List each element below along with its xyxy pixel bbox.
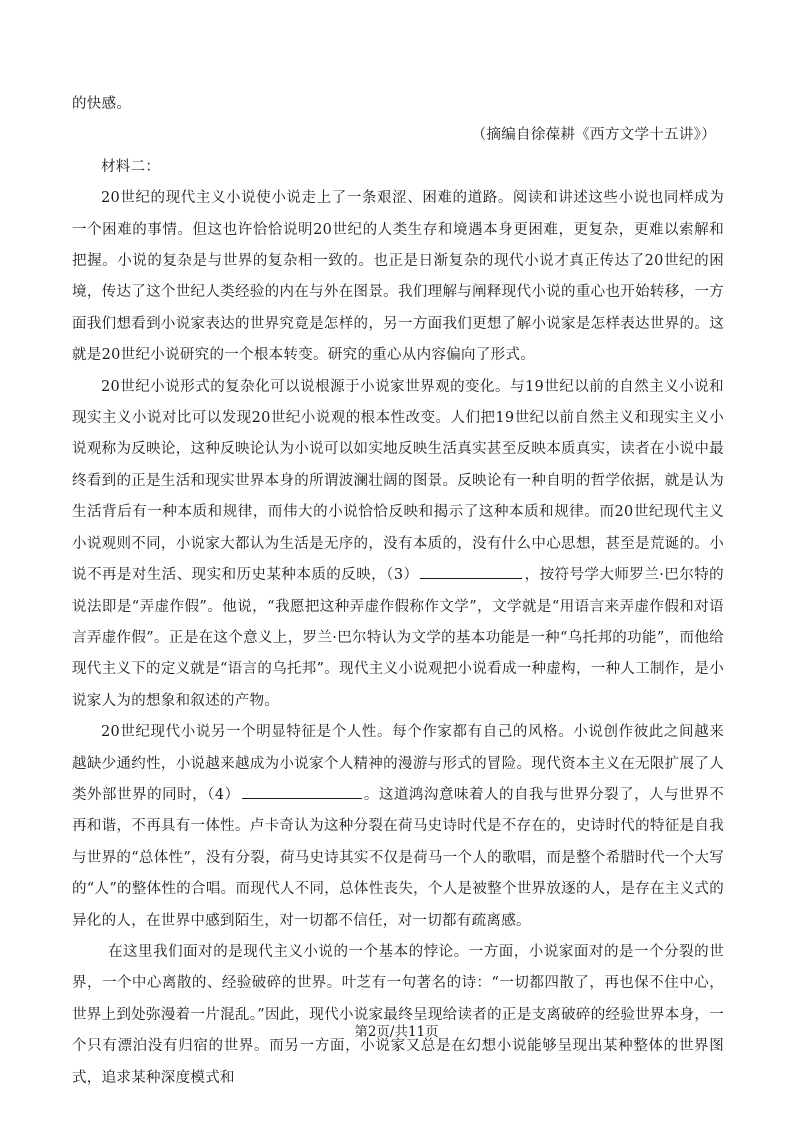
paragraph-2	[72, 372, 724, 717]
paragraph-4: 在这里我们面对的是现代主义小说的一个基本的悖论。一方面，小说家面对的是一个分裂的世界，一个中心离散的、经验破碎的世界。叶芝有一句著名的诗：“一切都四散了，再也保不住中心，世界上到处弥漫着一片混乱。”因此，现代小说家最终呈现给读者的正是支离破碎的经验世界本身，一个只有漂泊没有归宿的世界。而另一方面，小说家又总是在幻想小说能够呈现出某种整体的世界图式，追求某种深度模式和	[72, 943, 724, 1086]
page-number: 第2页/共11页	[354, 1024, 439, 1040]
paragraph-3-part-a: 20世纪现代小说另一个明显特征是个人性。每个作家都有自己的风格。小说创作彼此之间越来越缺少通约性，小说越来越成为小说家个人精神的漫游与形式的冒险。现代资本主义在无限扩展了人类外部世界的同时，（4）	[72, 724, 724, 803]
answer-blank-4[interactable]	[242, 784, 362, 799]
paragraph-3-part-b: 。这道鸿沟意味着人的自我与世界分裂了，人与世界不再和谐，不再具有一体性。卢卡奇认为这种分裂在荷马史诗时代是不存在的，史诗时代的特征是自我与世界的“总体性”，没有分裂，荷马史诗其实不仅是荷马一个人的歌唱，而是整个希腊时代一个大写的“人”的整体性的合唱。而现代人不同，总体性丧失，个人是被整个世界放逐的人，是存在主义式的异化的人，在世界中感到陌生，对一切都不信任，对一切都有疏离感。	[72, 786, 724, 929]
paragraph-3	[72, 717, 724, 937]
paragraph-tail: 的快感。	[72, 96, 132, 112]
paragraph-2-part-b: ，按符号学大师罗兰·巴尔特的说法即是“弄虚作假”。他说，“我愿把这种弄虚作假称作文学”，文学就是“用语言来弄虚作假和对语言弄虚作假”。正是在这个意义上，罗兰·巴尔特认为文学的基本功能是一种“乌托邦的功能”，而他给现代主义下的定义就是“语言的乌托邦”。现代主义小说观把小说看成一种虚构，一种人工制作，是小说家人为的想象和叙述的产物。	[72, 567, 724, 709]
article-body	[72, 89, 724, 1094]
source-citation: （摘编自徐葆耕《西方文学十五讲》）	[471, 127, 716, 144]
paragraph-1: 20世纪的现代主义小说使小说走上了一条艰涩、困难的道路。阅读和讲述这些小说也同样成为一个困难的事情。但这也许恰恰说明20世纪的人类生存和境遇本身更困难，更复杂，更难以索解和把握。小说的复杂是与世界的复杂相一致的。也正是日渐复杂的现代小说才真正传达了20世纪的困境，传达了这个世纪人类经验的内在与外在图景。我们理解与阐释现代小说的重心也开始转移，一方面我们想看到小说家表达的世界究竟是怎样的，另一方面我们更想了解小说家是怎样表达世界的。这就是20世纪小说研究的一个根本转变。研究的重心从内容偏向了形式。	[72, 190, 724, 364]
material-heading: 材料二：	[101, 158, 161, 175]
answer-blank-3[interactable]	[420, 564, 522, 579]
paragraph-2-part-a: 20世纪小说形式的复杂化可以说根源于小说家世界观的变化。与19世纪以前的自然主义小说和现实主义小说对比可以发现20世纪小说观的根本性改变。人们把19世纪以前自然主义和现实主义小说观称为反映论，这种反映论认为小说可以如实地反映生活真实甚至反映本质真实，读者在小说中最终看到的正是生活和现实世界本身的所谓波澜壮阔的图景。反映论有一种自明的哲学依据，就是认为生活背后有一种本质和规律，而伟大的小说恰恰反映和揭示了这种本质和规律。而20世纪现代主义小说观则不同，小说家大都认为生活是无序的，没有本质的，没有什么中心思想，甚至是荒诞的。小说不再是对生活、现实和历史某种本质的反映，（3）	[72, 378, 724, 584]
